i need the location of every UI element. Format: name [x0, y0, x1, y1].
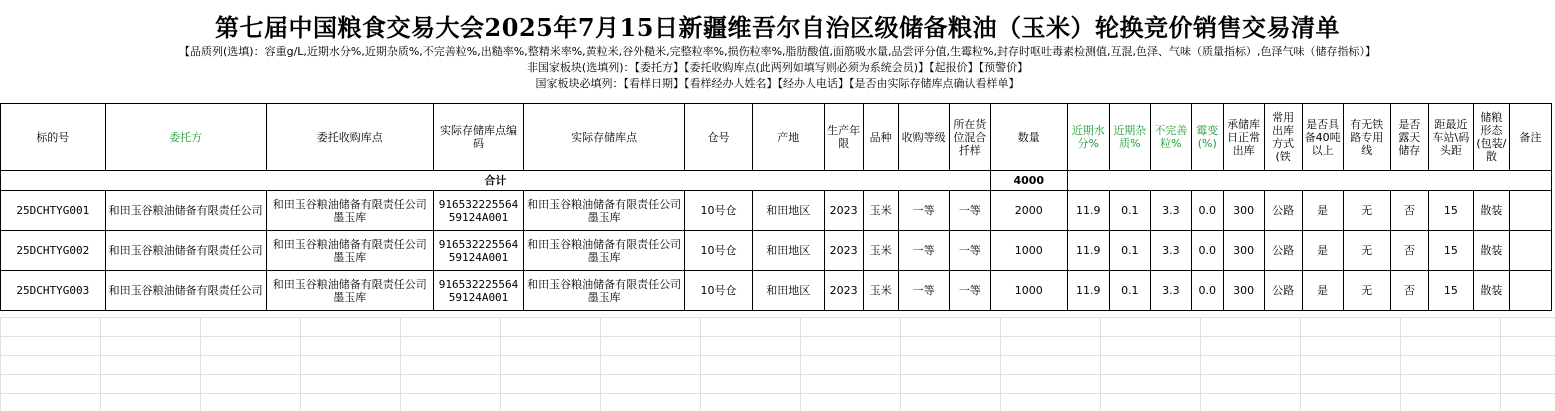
cell-moisture[interactable]: 11.9: [1067, 271, 1109, 311]
cell-variety[interactable]: 玉米: [863, 191, 898, 231]
cell-outbound-method[interactable]: 公路: [1264, 191, 1302, 231]
cell-remarks[interactable]: [1509, 271, 1551, 311]
cell-moisture[interactable]: 11.9: [1067, 191, 1109, 231]
cell-lot-number[interactable]: 25DCHTYG001: [1, 191, 106, 231]
cell-mixed-sample-grade[interactable]: 一等: [949, 231, 990, 271]
cell-production-year[interactable]: 2023: [824, 231, 863, 271]
cell-storage-form[interactable]: 散装: [1473, 231, 1509, 271]
total-row: [1, 171, 1552, 191]
cell-consignor[interactable]: 和田玉谷粮油储备有限责任公司: [105, 191, 266, 231]
cell-railway-line[interactable]: 无: [1343, 271, 1390, 311]
cell-consignor[interactable]: 和田玉谷粮油储备有限责任公司: [105, 231, 266, 271]
total-empty-cell[interactable]: [1067, 171, 1551, 191]
cell-storage-form[interactable]: 散装: [1473, 191, 1509, 231]
cell-storage-depot[interactable]: 和田玉谷粮油储备有限责任公司墨玉库: [524, 191, 685, 231]
cell-open-air-storage[interactable]: 否: [1390, 271, 1428, 311]
cell-origin[interactable]: 和田地区: [752, 231, 824, 271]
header-cell[interactable]: 备注: [1509, 104, 1551, 171]
cell-variety[interactable]: 玉米: [863, 231, 898, 271]
header-row: [1, 104, 1552, 171]
cell-mixed-sample-grade[interactable]: 一等: [949, 271, 990, 311]
cell-purchase-depot[interactable]: 和田玉谷粮油储备有限责任公司墨玉库: [266, 271, 433, 311]
cell-open-air-storage[interactable]: 否: [1390, 191, 1428, 231]
header-cell[interactable]: 是否具备40吨以上: [1302, 104, 1343, 171]
cell-purchase-depot[interactable]: 和田玉谷粮油储备有限责任公司墨玉库: [266, 191, 433, 231]
header-cell[interactable]: 仓号: [685, 104, 753, 171]
cell-daily-outbound[interactable]: 300: [1223, 231, 1264, 271]
cell-production-year[interactable]: 2023: [824, 271, 863, 311]
cell-purchase-grade[interactable]: 一等: [898, 271, 949, 311]
cell-quantity[interactable]: 1000: [990, 271, 1067, 311]
cell-distance-to-station[interactable]: 15: [1428, 271, 1473, 311]
header-cell[interactable]: 储粮形态(包装/散: [1473, 104, 1509, 171]
header-cell[interactable]: 常用出库方式(铁: [1264, 104, 1302, 171]
auction-list-table: [0, 103, 1552, 311]
cell-mildew[interactable]: 0.0: [1191, 271, 1223, 311]
cell-railway-line[interactable]: 无: [1343, 191, 1390, 231]
cell-outbound-method[interactable]: 公路: [1264, 271, 1302, 311]
header-cell[interactable]: 近期水分%: [1067, 104, 1109, 171]
header-cell[interactable]: 承储库日正常出库: [1223, 104, 1264, 171]
cell-open-air-storage[interactable]: 否: [1390, 231, 1428, 271]
cell-mildew[interactable]: 0.0: [1191, 231, 1223, 271]
national-columns-note: 国家板块必填列：【看样日期】【看样经办人姓名】【经办人电话】【是否由实际存储库点确认看样单】: [535, 77, 1020, 90]
cell-storage-depot[interactable]: 和田玉谷粮油储备有限责任公司墨玉库: [524, 231, 685, 271]
cell-bin-number[interactable]: 10号仓: [685, 231, 753, 271]
cell-daily-outbound[interactable]: 300: [1223, 191, 1264, 231]
cell-bin-number[interactable]: 10号仓: [685, 271, 753, 311]
quality-columns-note: 【品质列(选填)：容重g/L,近期水分%,近期杂质%,不完善粒%,出糙率%,整精米率%,黄粒米,谷外糙米,完整粒率%,损伤粒率%,脂肪酸值,面筋吸水量,品尝评分值,生霉粒%,封存时呕吐毒素检测值,互混,色泽、气味（质量指标）,色泽气味（储存指标）】: [179, 45, 1376, 58]
cell-impurity[interactable]: 0.1: [1109, 191, 1150, 231]
cell-mildew[interactable]: 0.0: [1191, 191, 1223, 231]
header-cell[interactable]: 近期杂质%: [1109, 104, 1150, 171]
cell-purchase-grade[interactable]: 一等: [898, 191, 949, 231]
header-cell[interactable]: 所在货位混合扦样: [949, 104, 990, 171]
cell-bin-number[interactable]: 10号仓: [685, 191, 753, 231]
cell-purchase-grade[interactable]: 一等: [898, 231, 949, 271]
cell-mixed-sample-grade[interactable]: 一等: [949, 191, 990, 231]
header-cell[interactable]: 品种: [863, 104, 898, 171]
cell-origin[interactable]: 和田地区: [752, 271, 824, 311]
cell-over-40-ton[interactable]: 是: [1302, 191, 1343, 231]
header-cell[interactable]: 实际存储库点编码: [433, 104, 523, 171]
cell-storage-depot[interactable]: 和田玉谷粮油储备有限责任公司墨玉库: [524, 271, 685, 311]
header-cell[interactable]: 生产年限: [824, 104, 863, 171]
cell-impurity[interactable]: 0.1: [1109, 271, 1150, 311]
cell-lot-number[interactable]: 25DCHTYG002: [1, 231, 106, 271]
table-row: [1, 231, 1552, 271]
sheet-title: 第七届中国粮食交易大会2025年7月15日新疆维吾尔自治区级储备粮油（玉米）轮换竞价销售交易清单: [215, 13, 1340, 42]
cell-imperfect-grain[interactable]: 3.3: [1150, 271, 1191, 311]
cell-consignor[interactable]: 和田玉谷粮油储备有限责任公司: [105, 271, 266, 311]
cell-lot-number[interactable]: 25DCHTYG003: [1, 271, 106, 311]
cell-daily-outbound[interactable]: 300: [1223, 271, 1264, 311]
cell-quantity[interactable]: 2000: [990, 191, 1067, 231]
cell-storage-form[interactable]: 散装: [1473, 271, 1509, 311]
cell-moisture[interactable]: 11.9: [1067, 231, 1109, 271]
header-cell[interactable]: 委托收购库点: [266, 104, 433, 171]
header-cell[interactable]: 数量: [990, 104, 1067, 171]
cell-origin[interactable]: 和田地区: [752, 191, 824, 231]
cell-variety[interactable]: 玉米: [863, 271, 898, 311]
non-national-columns-note: 非国家板块(选填列)：【委托方】【委托收购库点(此两列如填写则必须为系统会员)】【起报价】【预警价】: [526, 61, 1029, 74]
total-quantity[interactable]: 4000: [990, 171, 1067, 191]
header-cell[interactable]: 是否露天储存: [1390, 104, 1428, 171]
header-cell[interactable]: 不完善粒%: [1150, 104, 1191, 171]
header-cell[interactable]: 产地: [752, 104, 824, 171]
table-row: [1, 271, 1552, 311]
cell-storage-code[interactable]: 916532225564 59124A001: [433, 231, 523, 271]
header-cell[interactable]: 实际存储库点: [524, 104, 685, 171]
cell-impurity[interactable]: 0.1: [1109, 231, 1150, 271]
cell-production-year[interactable]: 2023: [824, 191, 863, 231]
cell-distance-to-station[interactable]: 15: [1428, 231, 1473, 271]
cell-imperfect-grain[interactable]: 3.3: [1150, 231, 1191, 271]
header-cell[interactable]: 收购等级: [898, 104, 949, 171]
cell-outbound-method[interactable]: 公路: [1264, 231, 1302, 271]
header-cell[interactable]: 距最近车站\码头距: [1428, 104, 1473, 171]
cell-quantity[interactable]: 1000: [990, 231, 1067, 271]
cell-distance-to-station[interactable]: 15: [1428, 191, 1473, 231]
cell-remarks[interactable]: [1509, 191, 1551, 231]
cell-storage-code[interactable]: 916532225564 59124A001: [433, 271, 523, 311]
cell-remarks[interactable]: [1509, 231, 1551, 271]
header-cell[interactable]: 有无铁路专用线: [1343, 104, 1390, 171]
cell-railway-line[interactable]: 无: [1343, 231, 1390, 271]
empty-sheet-grid: [0, 317, 1555, 411]
table-row: [1, 191, 1552, 231]
cell-purchase-depot[interactable]: 和田玉谷粮油储备有限责任公司墨玉库: [266, 231, 433, 271]
total-label[interactable]: 合计: [1, 171, 991, 191]
header-cell[interactable]: 委托方: [105, 104, 266, 171]
header-cell[interactable]: 霉变(%): [1191, 104, 1223, 171]
cell-imperfect-grain[interactable]: 3.3: [1150, 191, 1191, 231]
cell-over-40-ton[interactable]: 是: [1302, 231, 1343, 271]
header-cell[interactable]: 标的号: [1, 104, 106, 171]
cell-over-40-ton[interactable]: 是: [1302, 271, 1343, 311]
cell-storage-code[interactable]: 916532225564 59124A001: [433, 191, 523, 231]
